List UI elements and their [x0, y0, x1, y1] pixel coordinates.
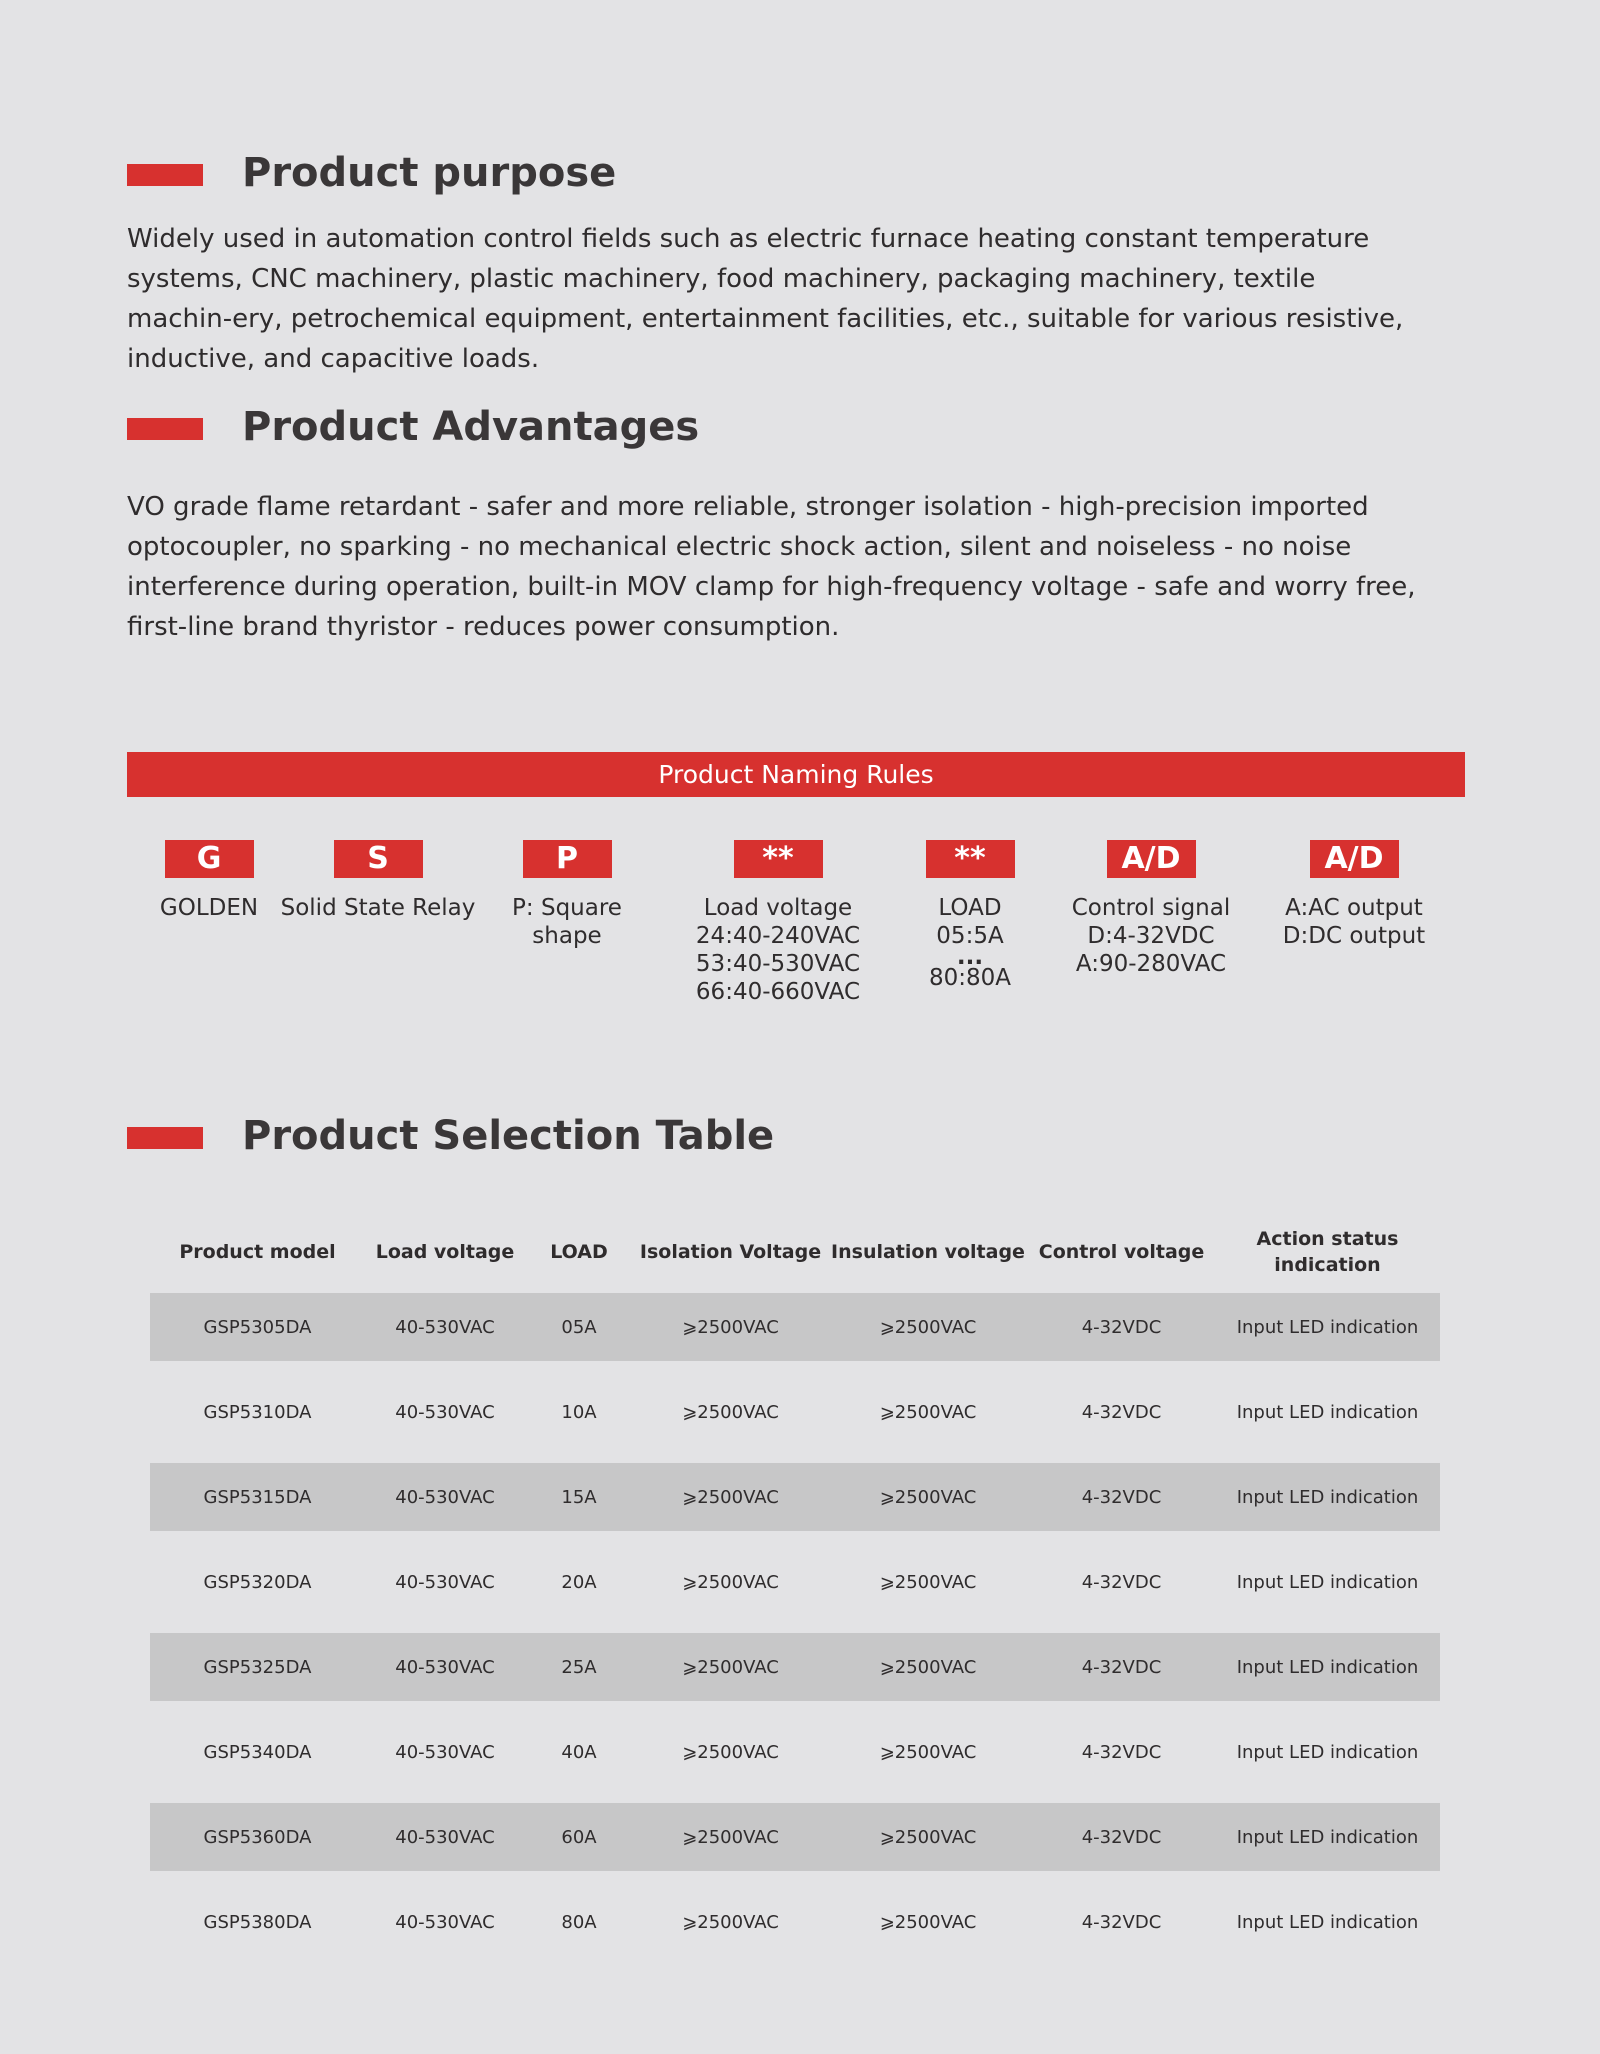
advantages-text: VO grade flame retardant - safer and more reliable, stronger isolation - high-precision imported optocoupler, no sparking - no mechanical electric shock action, silent and noiseless - no noise interference during operation, built-in MOV clamp for high-frequency voltage - safe and worry free, first-line brand thyristor - reduces power consumption. [127, 492, 1416, 642]
accent-bar [127, 164, 203, 186]
table-cell: GSP5360DA [150, 1803, 365, 1871]
table-cell: ⩾2500VAC [682, 1911, 779, 1933]
naming-code-item [467, 840, 667, 950]
table-cell: 4-32VDC [1081, 1741, 1162, 1763]
naming-code-item [1051, 840, 1251, 978]
table-row [150, 1463, 1440, 1531]
table-row [150, 1293, 1440, 1361]
naming-code-description-line: Control signal [1071, 895, 1231, 921]
table-cell: ⩾2500VAC [828, 1463, 1028, 1531]
naming-code-badge: A/D [1107, 840, 1196, 878]
table-cell: Input LED indication [1215, 1803, 1440, 1871]
naming-code-description-line: Load voltage [703, 895, 853, 921]
table-cell: 20A [561, 1571, 597, 1593]
table-cell: ⩾2500VAC [633, 1633, 828, 1701]
table-row [150, 1871, 1440, 1973]
table-cell: 40-530VAC [365, 1633, 525, 1701]
table-cell: GSP5340DA [203, 1741, 312, 1763]
table-row [150, 1361, 1440, 1463]
naming-code-description [1254, 894, 1454, 950]
table-row [150, 1803, 1440, 1871]
naming-code-description-line: P: Square [512, 895, 622, 921]
table-cell: GSP5305DA [150, 1293, 365, 1361]
table-row [150, 1633, 1440, 1701]
naming-code-description-line: D:DC output [1282, 923, 1426, 949]
naming-code-badge: G [165, 840, 254, 878]
table-cell: ⩾2500VAC [879, 1401, 977, 1423]
table-cell: GSP5320DA [203, 1571, 312, 1593]
naming-code-description-line: Solid State Relay [280, 895, 476, 921]
table-cell: 4-32VDC [1081, 1401, 1162, 1423]
table-cell: Input LED indication [1236, 1571, 1419, 1593]
naming-code-description-line: 66:40-660VAC [695, 979, 861, 1005]
naming-code-description-line: LOAD [938, 895, 1002, 921]
table-cell: Input LED indication [1215, 1463, 1440, 1531]
naming-code-description-line: 05:5A [936, 923, 1004, 949]
naming-code-description [278, 894, 478, 922]
selection-table [150, 1210, 1440, 1973]
accent-bar [127, 1127, 203, 1149]
table-cell: 4-32VDC [1081, 1911, 1162, 1933]
table-cell: Input LED indication [1215, 1293, 1440, 1361]
table-cell: 4-32VDC [1028, 1803, 1215, 1871]
table-cell: 80A [561, 1911, 597, 1933]
naming-code-item [678, 840, 878, 1006]
table-cell: ⩾2500VAC [828, 1803, 1028, 1871]
table-cell: ⩾2500VAC [879, 1911, 977, 1933]
advantages-heading: Product Advantages [242, 404, 700, 450]
table-cell: ⩾2500VAC [633, 1803, 828, 1871]
naming-code-description-line: ... [956, 950, 984, 964]
column-header: Insulation voltage [831, 1240, 1025, 1263]
naming-code-item [278, 840, 478, 922]
purpose-heading: Product purpose [242, 150, 617, 196]
table-cell: ⩾2500VAC [879, 1741, 977, 1763]
naming-code-description [678, 894, 878, 1006]
table-cell: ⩾2500VAC [879, 1571, 977, 1593]
table-cell: 10A [561, 1401, 597, 1423]
table-cell: 40A [561, 1741, 597, 1763]
naming-code-description-line: A:AC output [1285, 895, 1423, 921]
purpose-text: Widely used in automation control fields such as electric furnace heating constant temperature systems, CNC machinery, plastic machinery, food machinery, packaging machinery, textile machin-ery, petrochemical equipment, entertainment facilities, etc., suitable for various resistive, inductive, and capacitive loads. [127, 224, 1404, 374]
table-cell: 15A [525, 1463, 633, 1531]
table-cell: 4-32VDC [1028, 1633, 1215, 1701]
table-cell: 60A [525, 1803, 633, 1871]
naming-code-description-line: 24:40-240VAC [695, 923, 861, 949]
naming-code-description [1051, 894, 1251, 978]
column-header: Control voltage [1038, 1240, 1205, 1263]
naming-code-item [870, 840, 1070, 992]
table-cell: 4-32VDC [1028, 1463, 1215, 1531]
naming-code-description-line: A:90-280VAC [1075, 951, 1227, 977]
table-cell: GSP5310DA [203, 1401, 312, 1423]
naming-code-description-line: 80:80A [928, 965, 1012, 991]
table-cell: ⩾2500VAC [633, 1463, 828, 1531]
column-header: Load voltage [375, 1240, 515, 1263]
table-body [150, 1293, 1440, 1973]
table-cell: ⩾2500VAC [682, 1571, 779, 1593]
purpose-section-header [0, 143, 1600, 203]
table-cell: 4-32VDC [1081, 1571, 1162, 1593]
selection-section-header [0, 1106, 1600, 1166]
table-header-row [150, 1210, 1440, 1293]
column-header: LOAD [550, 1240, 608, 1263]
naming-code-badge: A/D [1310, 840, 1399, 878]
accent-bar [127, 418, 203, 440]
advantages-section-header [0, 397, 1600, 457]
table-cell: 40-530VAC [395, 1401, 495, 1423]
naming-code-description-line: 53:40-530VAC [695, 951, 861, 977]
naming-code-description [467, 894, 667, 950]
table-cell: ⩾2500VAC [682, 1401, 779, 1423]
table-cell: 40-530VAC [365, 1463, 525, 1531]
table-cell: GSP5325DA [150, 1633, 365, 1701]
table-cell: Input LED indication [1215, 1633, 1440, 1701]
table-cell: 40-530VAC [395, 1741, 495, 1763]
naming-rules-banner: Product Naming Rules [127, 752, 1465, 797]
table-cell: ⩾2500VAC [633, 1293, 828, 1361]
table-cell: 25A [525, 1633, 633, 1701]
table-cell: GSP5380DA [203, 1911, 312, 1933]
selection-heading: Product Selection Table [242, 1113, 775, 1159]
table-cell: 40-530VAC [365, 1293, 525, 1361]
table-cell: Input LED indication [1236, 1741, 1419, 1763]
table-cell: 40-530VAC [365, 1803, 525, 1871]
table-cell: 4-32VDC [1028, 1293, 1215, 1361]
table-cell: ⩾2500VAC [682, 1741, 779, 1763]
naming-code-description [870, 894, 1070, 992]
naming-code-description-line: D:4-32VDC [1087, 923, 1215, 949]
naming-code-badge: ** [734, 840, 823, 878]
column-header: Isolation Voltage [639, 1240, 822, 1263]
naming-code-badge: ** [926, 840, 1015, 878]
naming-code-badge: S [334, 840, 423, 878]
table-cell: ⩾2500VAC [828, 1293, 1028, 1361]
naming-code-description-line: shape [532, 923, 602, 949]
table-cell: ⩾2500VAC [828, 1633, 1028, 1701]
table-cell: GSP5315DA [150, 1463, 365, 1531]
table-cell: 40-530VAC [395, 1911, 495, 1933]
column-header: Action status indication [1256, 1227, 1399, 1276]
table-cell: 05A [525, 1293, 633, 1361]
naming-code-badge: P [523, 840, 612, 878]
table-row [150, 1701, 1440, 1803]
naming-code-item [1254, 840, 1454, 950]
naming-code-description-line: GOLDEN [159, 895, 259, 921]
table-cell: Input LED indication [1236, 1911, 1419, 1933]
table-cell: Input LED indication [1236, 1401, 1419, 1423]
table-cell: 40-530VAC [395, 1571, 495, 1593]
table-row [150, 1531, 1440, 1633]
column-header: Product model [179, 1240, 336, 1263]
